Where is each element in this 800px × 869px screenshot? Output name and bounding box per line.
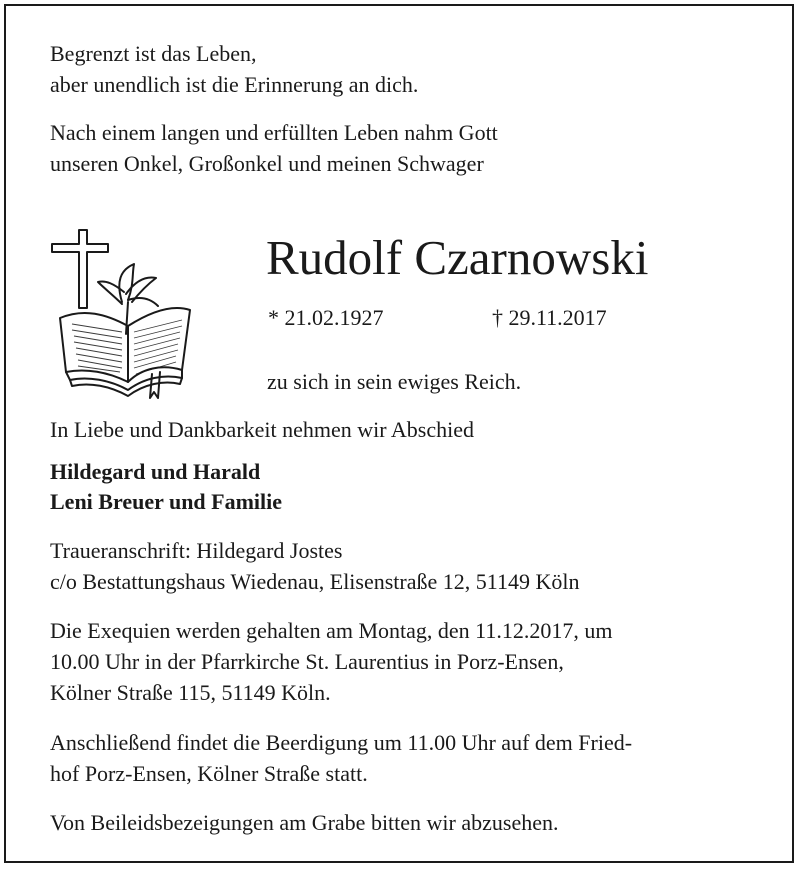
service-line-2: 10.00 Uhr in der Pfarrkirche St. Laurentius in Porz-Ensen, — [50, 649, 564, 674]
mourner-line-1: Hildegard und Harald — [50, 459, 261, 484]
farewell-line: In Liebe und Dankbarkeit nehmen wir Abschied — [50, 417, 474, 442]
deceased-name: Rudolf Czarnowski — [266, 230, 649, 285]
service-line-3: Kölner Straße 115, 51149 Köln. — [50, 680, 331, 705]
condolence-line: Von Beileidsbezeigungen am Grabe bitten wir abzusehen. — [50, 810, 559, 835]
burial-line-1: Anschließend findet die Beerdigung um 11.00 Uhr auf dem Fried- — [50, 730, 633, 755]
intro-line-4: unseren Onkel, Großonkel und meinen Schwager — [50, 151, 484, 176]
intro-line-3: Nach einem langen und erfüllten Leben nahm Gott — [50, 120, 498, 145]
death-date: † 29.11.2017 — [492, 305, 607, 330]
mourner-line-2: Leni Breuer und Familie — [50, 489, 283, 514]
closing-line: zu sich in sein ewiges Reich. — [267, 369, 522, 394]
address-line-1: Traueranschrift: Hildegard Jostes — [50, 538, 343, 563]
birth-date: * 21.02.1927 — [268, 305, 384, 330]
service-line-1: Die Exequien werden gehalten am Montag, den 11.12.2017, um — [50, 618, 613, 643]
burial-line-2: hof Porz-Ensen, Kölner Straße statt. — [50, 761, 368, 786]
intro-line-2: aber unendlich ist die Erinnerung an dich. — [50, 72, 419, 97]
intro-line-1: Begrenzt ist das Leben, — [50, 41, 257, 66]
cross-and-bible-icon — [44, 222, 194, 400]
address-line-2: c/o Bestattungshaus Wiedenau, Elisenstraße 12, 51149 Köln — [50, 569, 580, 594]
